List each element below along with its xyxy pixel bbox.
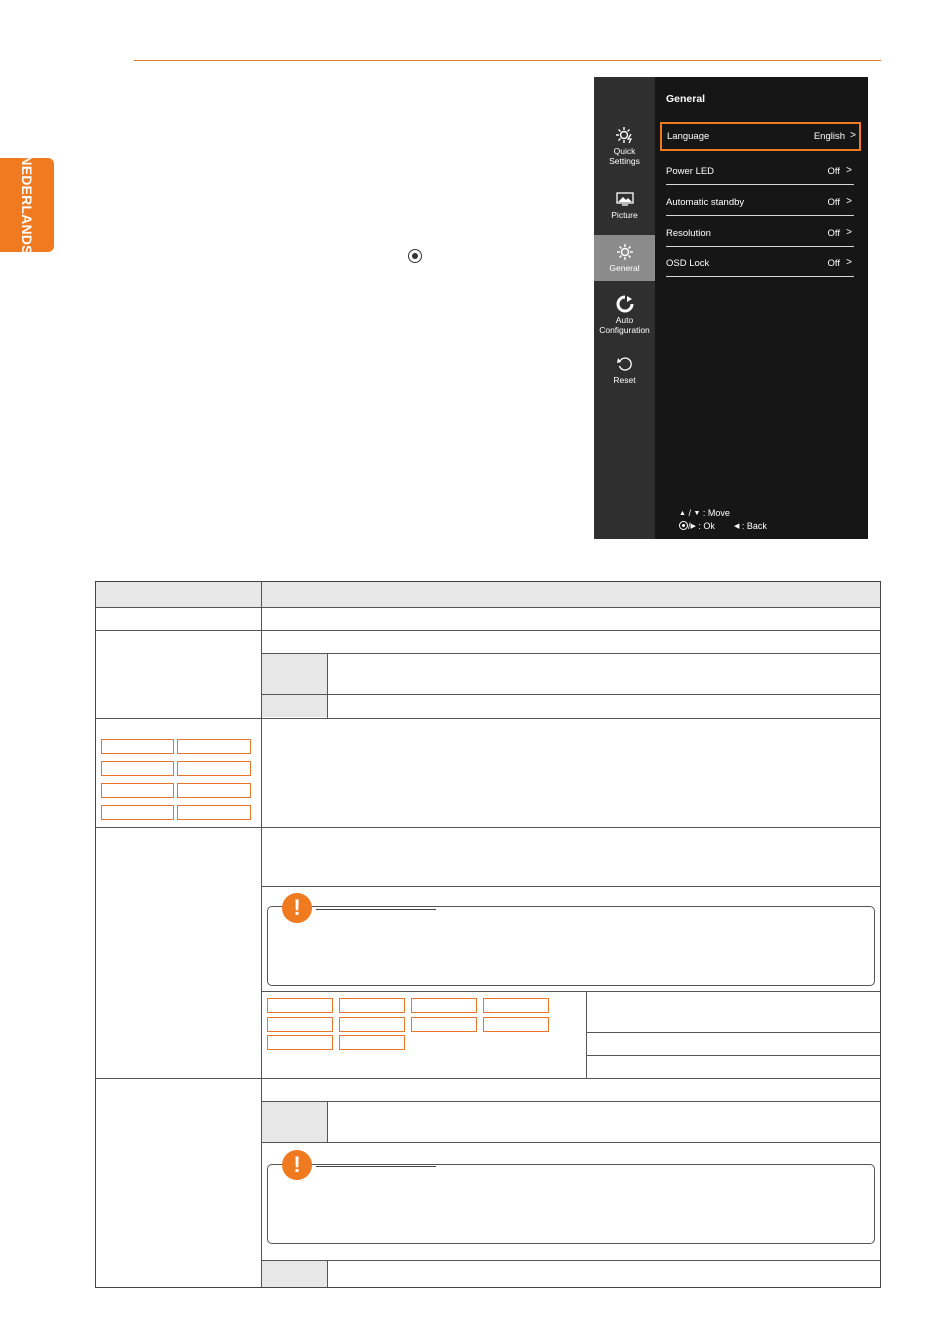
table-row-divider [261, 694, 880, 695]
footer-ok-label: : Ok [698, 521, 715, 531]
osd-footer-ok-back: /▶ : Ok ◀ : Back [679, 521, 767, 531]
osd-menu [594, 77, 868, 539]
resolution-option-box [267, 1017, 333, 1032]
osd-nav-general[interactable] [594, 235, 655, 281]
table-row-divider [96, 827, 880, 828]
resolution-option-box [267, 1035, 333, 1050]
sub-label-cell [262, 654, 327, 694]
osd-nav-label: Quick Settings [609, 146, 640, 166]
language-option-box [177, 805, 251, 820]
language-option-box [177, 761, 251, 776]
osd-nav-auto-configuration[interactable] [594, 295, 655, 339]
osd-row-power-led[interactable] [666, 157, 854, 185]
table-row-divider [96, 607, 880, 608]
osd-nav-label: General [609, 263, 640, 273]
table-row-divider [96, 1078, 880, 1079]
ok-icon [679, 521, 688, 530]
up-arrow-icon: ▲ [679, 510, 686, 517]
side-tab-label: NEDERLANDS [19, 155, 35, 255]
osd-row-osd-lock[interactable] [666, 249, 854, 277]
chevron-right-icon: > [846, 227, 852, 238]
down-arrow-icon: ▼ [693, 510, 701, 517]
osd-row-label: OSD Lock [666, 258, 710, 269]
language-option-box [101, 761, 174, 776]
settings-table [95, 581, 881, 1288]
osd-footer-move: ▲ / ▼ : Move [679, 508, 730, 518]
osd-row-resolution[interactable] [666, 219, 854, 247]
footer-move-label: : Move [702, 508, 730, 518]
caution-box [267, 1164, 875, 1244]
table-row-divider [96, 630, 880, 631]
ok-button-icon [408, 249, 422, 263]
left-arrow-icon: ◀ [733, 523, 740, 530]
osd-row-value: English [813, 131, 845, 142]
osd-row-value: Off [827, 166, 840, 177]
table-row-divider [261, 991, 880, 992]
resolution-option-box [411, 998, 477, 1013]
chevron-right-icon: > [846, 257, 852, 268]
language-option-box [177, 783, 251, 798]
table-row-divider [586, 1055, 880, 1056]
language-option-box [177, 739, 251, 754]
table-row-divider [96, 718, 880, 719]
osd-nav-label: Picture [611, 210, 638, 220]
sub-column-divider [327, 1260, 328, 1287]
table-row-divider [261, 1260, 880, 1261]
language-side-tab [0, 155, 54, 255]
osd-row-label: Automatic standby [666, 197, 745, 208]
header-rule [134, 60, 881, 61]
osd-section-title: General [666, 93, 706, 105]
osd-row-automatic-standby[interactable] [666, 188, 854, 216]
resolution-option-box [411, 1017, 477, 1032]
caution-icon: ! [282, 1150, 312, 1180]
language-option-box [101, 805, 174, 820]
language-option-box [101, 783, 174, 798]
caution-heading-rule [316, 1166, 436, 1167]
osd-row-value: Off [827, 228, 840, 239]
table-row-divider [261, 1142, 880, 1143]
osd-nav-picture[interactable] [594, 190, 655, 222]
resolution-option-box [339, 1017, 405, 1032]
reset-icon [616, 355, 634, 373]
chevron-right-icon: > [850, 130, 856, 141]
resolution-option-box [267, 998, 333, 1013]
resolution-option-box [339, 1035, 405, 1050]
chevron-right-icon: > [846, 165, 852, 176]
sub-label-cell [262, 1102, 327, 1142]
resolution-option-box [483, 1017, 549, 1032]
table-row-divider [261, 653, 880, 654]
sub-label-cell [262, 695, 327, 717]
osd-nav-label: Reset [613, 375, 636, 385]
footer-back-label: : Back [741, 521, 767, 531]
table-header-row [96, 582, 880, 607]
osd-row-label: Language [667, 131, 710, 142]
table-row-divider [261, 1101, 880, 1102]
osd-row-value: Off [827, 258, 840, 269]
table-row-divider [261, 886, 880, 887]
picture-icon [616, 190, 634, 208]
resolution-option-box [339, 998, 405, 1013]
auto-configuration-icon [616, 295, 634, 313]
osd-row-language[interactable] [660, 122, 861, 151]
osd-nav-label: Auto Configuration [599, 315, 650, 335]
osd-nav-quick-settings[interactable] [594, 126, 655, 170]
table-row-divider [586, 1032, 880, 1033]
osd-row-label: Power LED [666, 166, 715, 177]
chevron-right-icon: > [846, 196, 852, 207]
caution-icon: ! [282, 893, 312, 923]
sub-column-divider [327, 653, 328, 718]
osd-row-value: Off [827, 197, 840, 208]
osd-nav-reset[interactable] [594, 355, 655, 387]
right-arrow-icon: ▶ [690, 523, 696, 530]
resolution-column-divider [586, 991, 587, 1078]
general-icon [616, 243, 634, 261]
caution-box [267, 906, 875, 986]
language-option-box [101, 739, 174, 754]
caution-heading-rule [316, 909, 436, 910]
osd-sidebar [594, 77, 655, 539]
quick-settings-icon [615, 126, 635, 144]
osd-row-label: Resolution [666, 228, 711, 239]
resolution-option-box [483, 998, 549, 1013]
sub-label-cell [262, 1261, 327, 1287]
sub-column-divider [327, 1101, 328, 1142]
